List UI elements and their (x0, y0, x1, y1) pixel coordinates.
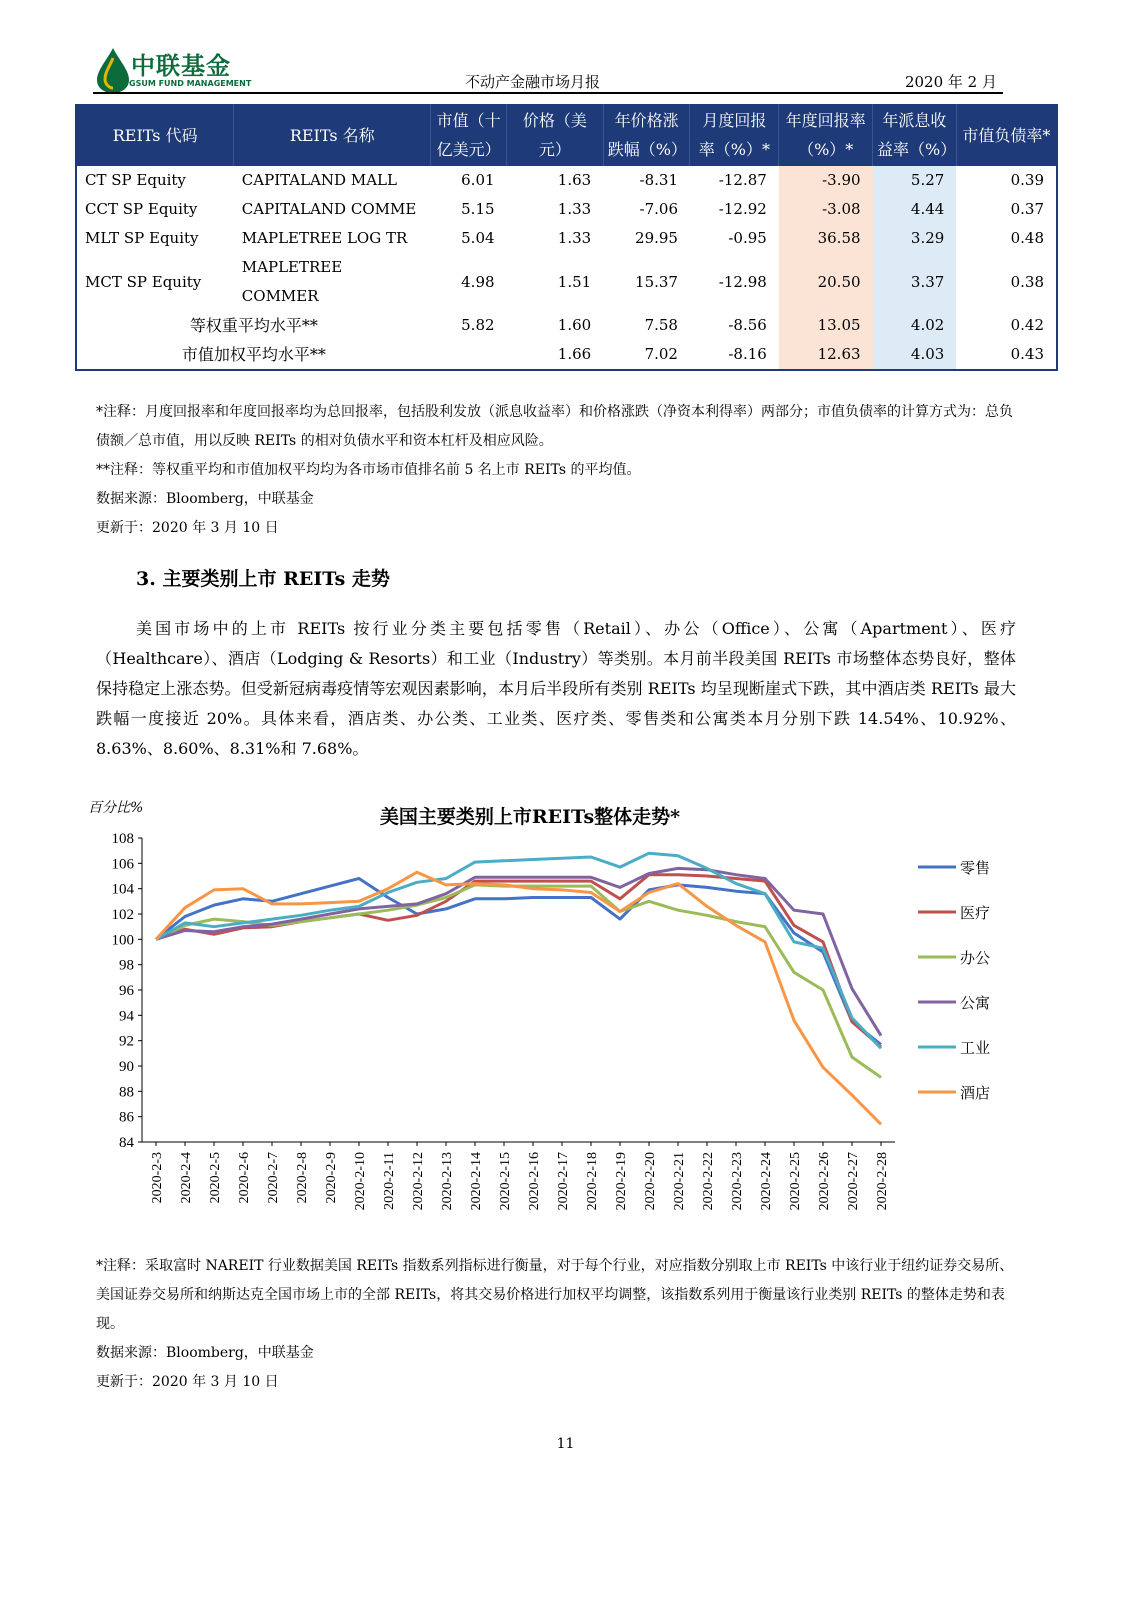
cell-mret: -0.95 (728, 229, 767, 247)
y-tick-label: 84 (119, 1135, 134, 1151)
cell-avg-label: 市值加权平均水平** (181, 345, 326, 364)
cell-cap (431, 340, 507, 370)
y-tick-label: 108 (111, 831, 134, 847)
logo-en-text: GSUM FUND MANAGEMENT (129, 79, 252, 88)
cell-mret: -12.92 (718, 200, 767, 218)
reits-trend-chart (80, 790, 1040, 1240)
x-tick-label: 2020-2-9 (324, 1152, 339, 1204)
x-tick-label: 2020-2-12 (411, 1152, 426, 1211)
x-tick-label: 2020-2-13 (440, 1152, 455, 1211)
x-tick-label: 2020-2-8 (295, 1152, 310, 1204)
page-header (93, 40, 1003, 96)
cell-cap: 4.98 (461, 272, 495, 291)
legend-label: 医疗 (960, 906, 991, 922)
col-header: 年价格涨跌幅（%） (603, 104, 690, 166)
cell-div: 3.37 (873, 253, 957, 311)
cell-div: 4.44 (873, 195, 957, 224)
series-line-3 (156, 885, 881, 1078)
cell-yoy: 15.37 (635, 272, 678, 291)
cell-debt: 0.38 (1010, 272, 1044, 291)
legend-label: 办公 (960, 951, 991, 967)
x-tick-label: 2020-2-20 (643, 1152, 658, 1211)
x-tick-label: 2020-2-21 (672, 1152, 687, 1211)
page-number: 11 (556, 1436, 575, 1452)
x-tick-label: 2020-2-17 (556, 1152, 571, 1211)
logo-drop-icon (93, 46, 133, 94)
x-tick-label: 2020-2-15 (498, 1152, 513, 1211)
cell-cap: 5.04 (461, 229, 495, 247)
table-note-1: *注释：月度回报率和年度回报率均为总回报率，包括股利发放（派息收益率）和价格涨跌（净资本利得率）两部分；市值负债率的计算方式为：总负债额／总市值，用以反映 REITs 的相对负债水平和资本杠杆及相应风险。 (96, 404, 1013, 449)
report-title: 不动产金融市场月报 (465, 73, 601, 91)
cell-yoy: 29.95 (635, 229, 678, 247)
cell-debt: 0.43 (1010, 345, 1044, 363)
y-tick-label: 102 (111, 907, 134, 923)
col-header: 价格（美元） (507, 104, 604, 166)
chart-note-1: *注释：采取富时 NAREIT 行业数据美国 REITs 指数系列指标进行衡量，对于每个行业，对应指数分别取上市 REITs 中该行业于纽约证券交易所、美国证券交易所和纳斯达克全国市场上市的全部 REITs，将其交易价格进行加权平均调整，该指数系列用于衡量该行业类别 REITs 的整体走势和表现。 (96, 1258, 1014, 1332)
section-title: 3. 主要类别上市 REITs 走势 (136, 568, 390, 590)
x-tick-label: 2020-2-19 (614, 1152, 629, 1211)
cell-code: MCT SP Equity (85, 272, 202, 291)
x-tick-label: 2020-2-27 (846, 1152, 861, 1211)
y-tick-label: 94 (119, 1008, 134, 1025)
x-tick-label: 2020-2-22 (701, 1152, 716, 1211)
cell-name: CAPITALAND MALL (241, 171, 397, 189)
x-tick-label: 2020-2-11 (382, 1152, 397, 1210)
x-tick-label: 2020-2-14 (469, 1152, 484, 1211)
cell-code: CCT SP Equity (85, 200, 198, 218)
cell-div: 4.02 (873, 311, 957, 340)
header-rule (93, 92, 1003, 94)
x-tick-label: 2020-2-25 (788, 1152, 803, 1211)
x-tick-label: 2020-2-10 (353, 1152, 368, 1211)
cell-cap: 5.82 (461, 316, 495, 334)
cell-mret: -12.98 (718, 272, 767, 291)
table-note-2: **注释：等权重平均和市值加权平均均为各市场市值排名前 5 名上市 REITs 的平均值。 (96, 462, 641, 478)
report-date: 2020 年 2 月 (904, 73, 997, 91)
company-logo (93, 44, 252, 94)
table-row (76, 166, 1057, 195)
chart-notes (96, 1252, 1016, 1397)
x-tick-label: 2020-2-4 (179, 1152, 194, 1204)
chart-title: 美国主要类别上市REITs整体走势* (379, 806, 681, 828)
x-tick-label: 2020-2-28 (875, 1152, 890, 1211)
table-source: 数据来源：Bloomberg，中联基金 (96, 491, 314, 507)
cell-yoy: 7.58 (644, 316, 678, 334)
reits-table (75, 104, 1058, 371)
cell-debt: 0.48 (1010, 229, 1044, 247)
x-tick-label: 2020-2-24 (759, 1152, 774, 1211)
cell-price: 1.51 (557, 272, 592, 291)
col-header: 年派息收益率（%） (873, 104, 957, 166)
cell-div: 3.29 (873, 224, 957, 253)
cell-aret: 12.63 (779, 340, 873, 370)
table-row (76, 195, 1057, 224)
x-tick-label: 2020-2-7 (266, 1152, 281, 1204)
cell-price: 1.60 (557, 316, 592, 334)
cell-yoy: 7.02 (644, 345, 678, 363)
cell-price: 1.66 (557, 345, 592, 363)
cell-div: 4.03 (873, 340, 957, 370)
table-updated: 更新于：2020 年 3 月 10 日 (96, 520, 279, 536)
y-tick-label: 106 (111, 856, 134, 873)
logo-cn-text: 中联基金 (131, 52, 231, 80)
cell-code: CT SP Equity (85, 171, 186, 189)
cell-code: MLT SP Equity (85, 229, 199, 247)
table-row-equal-avg (76, 311, 1057, 340)
col-header: 市值（十亿美元） (431, 104, 507, 166)
series-line-6 (156, 872, 881, 1124)
y-tick-label: 96 (119, 983, 134, 999)
col-header: 市值负债率* (956, 104, 1057, 166)
table-row (76, 224, 1057, 253)
cell-debt: 0.42 (1010, 316, 1044, 334)
y-tick-label: 104 (111, 881, 134, 898)
x-tick-label: 2020-2-23 (730, 1152, 745, 1211)
x-tick-label: 2020-2-16 (527, 1152, 542, 1211)
cell-name: CAPITALAND COMME (241, 200, 417, 218)
cell-mret: -8.56 (728, 316, 767, 334)
col-header: REITs 代码 (76, 104, 234, 166)
y-tick-label: 98 (119, 957, 134, 974)
chart-updated: 更新于：2020 年 3 月 10 日 (96, 1374, 279, 1390)
y-tick-label: 90 (119, 1059, 134, 1075)
y-tick-label: 100 (111, 932, 134, 949)
cell-debt: 0.39 (1010, 171, 1044, 189)
col-header: 月度回报率（%）* (690, 104, 779, 166)
chart-source: 数据来源：Bloomberg，中联基金 (96, 1345, 314, 1361)
x-tick-label: 2020-2-3 (150, 1152, 165, 1204)
cell-aret: 36.58 (779, 224, 873, 253)
y-tick-label: 92 (119, 1033, 134, 1050)
col-header: REITs 名称 (234, 104, 431, 166)
chart-svg (80, 790, 1040, 1240)
y-tick-label: 88 (119, 1084, 134, 1101)
cell-mret: -8.16 (728, 345, 767, 363)
cell-cap: 6.01 (461, 171, 495, 189)
x-tick-label: 2020-2-6 (237, 1152, 252, 1204)
section-paragraph: 美国市场中的上市 REITs 按行业分类主要包括零售（Retail）、办公（Office）、公寓（Apartment）、医疗（Healthcare）、酒店（Lodging & Resorts）和工业（Industry）等类别。本月前半段美国 REITs 市场整体态势良好，整体保持稳定上涨态势。但受新冠病毒疫情等宏观因素影响，本月后半段所有类别 REITs 均呈现断崖式下跌，其中酒店类 REITs 最大跌幅一度接近 20%。具体来看，酒店类、办公类、工业类、医疗类、零售类和公寓类本月分别下跌 14.54%、10.92%、8.63%、8.60%、8.31%和 7.68%。 (96, 619, 1016, 758)
legend-label: 工业 (960, 1041, 991, 1057)
table-header-row (76, 104, 1057, 166)
cell-name: MAPLETREE LOG TR (241, 229, 408, 247)
cell-price: 1.33 (557, 229, 592, 247)
cell-aret: 13.05 (779, 311, 873, 340)
cell-aret: -3.90 (779, 166, 873, 195)
legend-label: 公寓 (960, 996, 991, 1012)
cell-div: 5.27 (873, 166, 957, 195)
x-tick-label: 2020-2-26 (817, 1152, 832, 1211)
cell-name-text: MAPLETREE COMMER (241, 258, 343, 305)
legend-label: 酒店 (960, 1086, 991, 1102)
cell-cap: 5.15 (461, 200, 495, 218)
cell-aret: -3.08 (779, 195, 873, 224)
cell-yoy: -7.06 (639, 200, 678, 218)
table-row-cap-avg (76, 340, 1057, 370)
table-row (76, 253, 1057, 311)
col-header: 年度回报率（%）* (779, 104, 873, 166)
cell-price: 1.63 (557, 171, 592, 189)
cell-yoy: -8.31 (639, 171, 678, 189)
cell-avg-label: 等权重平均水平** (189, 316, 318, 335)
cell-name (234, 253, 431, 311)
y-tick-label: 86 (119, 1109, 134, 1126)
cell-debt: 0.37 (1010, 200, 1044, 218)
cell-price: 1.33 (557, 200, 592, 218)
legend-label: 零售 (960, 861, 991, 877)
x-tick-label: 2020-2-18 (585, 1152, 600, 1211)
x-tick-label: 2020-2-5 (208, 1152, 223, 1204)
cell-aret: 20.50 (779, 253, 873, 311)
table-notes (96, 398, 1016, 543)
cell-mret: -12.87 (718, 171, 767, 189)
y-unit-label: 百分比% (88, 800, 144, 816)
